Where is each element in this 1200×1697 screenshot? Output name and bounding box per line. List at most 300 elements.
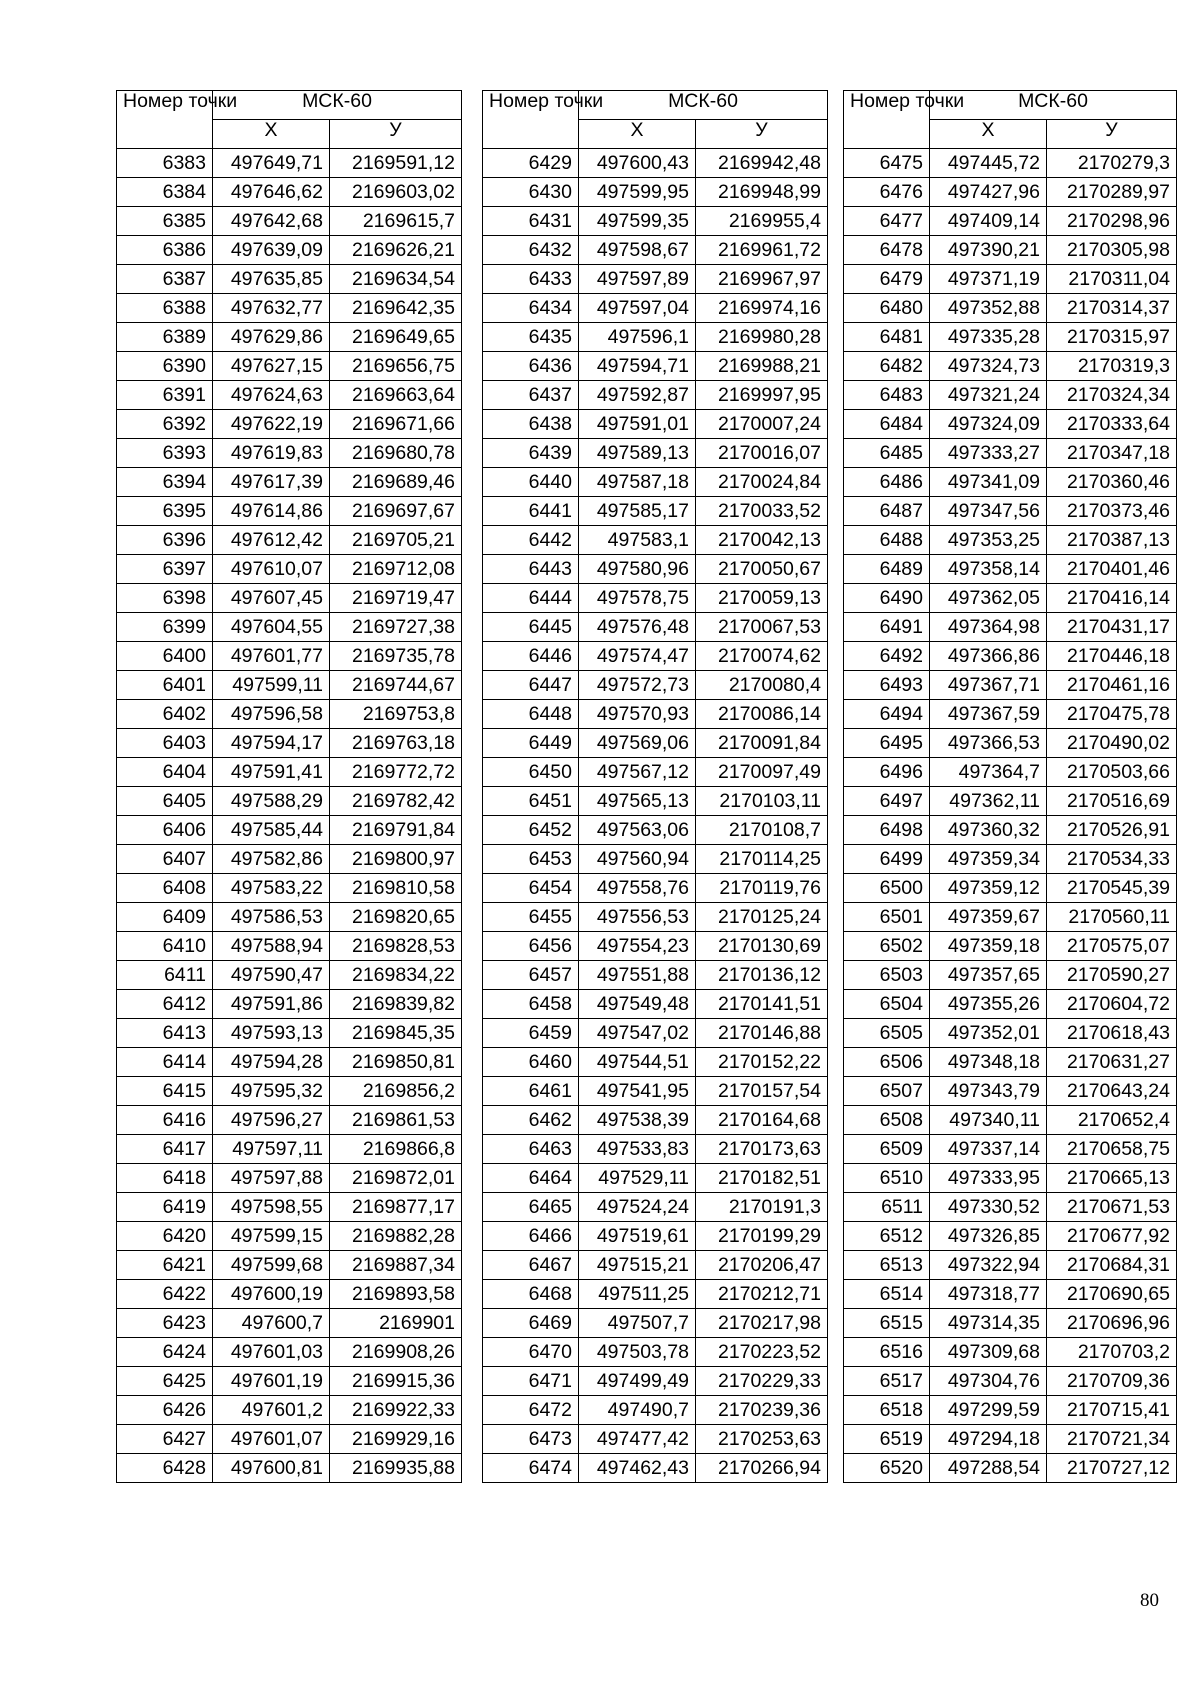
y-coordinate-cell: 2170279,3 [1047, 149, 1177, 178]
y-coordinate-cell: 2170677,92 [1047, 1222, 1177, 1251]
y-coordinate-cell: 2169727,38 [330, 613, 462, 642]
point-number-cell: 6466 [483, 1222, 579, 1251]
point-number-cell: 6509 [844, 1135, 930, 1164]
x-coordinate-cell: 497348,18 [930, 1048, 1047, 1077]
x-coordinate-cell: 497588,29 [213, 787, 330, 816]
y-coordinate-cell: 2170696,96 [1047, 1309, 1177, 1338]
y-coordinate-cell: 2170125,24 [696, 903, 828, 932]
point-number-cell: 6420 [117, 1222, 213, 1251]
y-coordinate-cell: 2170253,63 [696, 1425, 828, 1454]
table-row [117, 178, 462, 207]
table-row [117, 352, 462, 381]
point-number-cell: 6400 [117, 642, 213, 671]
x-coordinate-cell: 497597,11 [213, 1135, 330, 1164]
y-coordinate-cell: 2170347,18 [1047, 439, 1177, 468]
point-number-cell: 6416 [117, 1106, 213, 1135]
y-coordinate-cell: 2170164,68 [696, 1106, 828, 1135]
table-row [483, 381, 828, 410]
point-number-cell: 6447 [483, 671, 579, 700]
table-row [117, 1193, 462, 1222]
table-row [117, 1019, 462, 1048]
x-coordinate-cell: 497318,77 [930, 1280, 1047, 1309]
point-number-cell: 6473 [483, 1425, 579, 1454]
y-coordinate-cell: 2170080,4 [696, 671, 828, 700]
table-row [483, 555, 828, 584]
point-number-cell: 6384 [117, 178, 213, 207]
table-row [117, 990, 462, 1019]
table-row [117, 932, 462, 961]
point-number-cell: 6511 [844, 1193, 930, 1222]
y-coordinate-cell: 2169922,33 [330, 1396, 462, 1425]
x-column-header: Х [579, 120, 696, 149]
y-coordinate-cell: 2170516,69 [1047, 787, 1177, 816]
point-number-cell: 6434 [483, 294, 579, 323]
point-number-cell: 6421 [117, 1251, 213, 1280]
point-number-cell: 6518 [844, 1396, 930, 1425]
x-coordinate-cell: 497538,39 [579, 1106, 696, 1135]
x-coordinate-cell: 497462,43 [579, 1454, 696, 1483]
point-number-cell: 6393 [117, 439, 213, 468]
x-coordinate-cell: 497585,17 [579, 497, 696, 526]
table-row [483, 1193, 828, 1222]
x-coordinate-cell: 497639,09 [213, 236, 330, 265]
x-coordinate-cell: 497333,95 [930, 1164, 1047, 1193]
x-column-header: Х [213, 120, 330, 149]
point-number-cell: 6422 [117, 1280, 213, 1309]
table-row [117, 642, 462, 671]
y-coordinate-cell: 2170671,53 [1047, 1193, 1177, 1222]
y-coordinate-cell: 2170086,14 [696, 700, 828, 729]
x-coordinate-cell: 497624,63 [213, 381, 330, 410]
x-coordinate-cell: 497427,96 [930, 178, 1047, 207]
y-coordinate-cell: 2169800,97 [330, 845, 462, 874]
x-coordinate-cell: 497612,42 [213, 526, 330, 555]
table-row [844, 497, 1177, 526]
y-coordinate-cell: 2170206,47 [696, 1251, 828, 1280]
point-number-cell: 6486 [844, 468, 930, 497]
table-row [844, 410, 1177, 439]
y-coordinate-cell: 2169591,12 [330, 149, 462, 178]
table-row [483, 874, 828, 903]
x-coordinate-cell: 497601,2 [213, 1396, 330, 1425]
x-coordinate-cell: 497445,72 [930, 149, 1047, 178]
x-coordinate-cell: 497585,44 [213, 816, 330, 845]
table-row [844, 903, 1177, 932]
x-coordinate-cell: 497364,7 [930, 758, 1047, 787]
y-coordinate-cell: 2169626,21 [330, 236, 462, 265]
table-row [117, 700, 462, 729]
point-number-cell: 6424 [117, 1338, 213, 1367]
table-row [844, 265, 1177, 294]
x-coordinate-cell: 497556,53 [579, 903, 696, 932]
point-number-cell: 6480 [844, 294, 930, 323]
y-coordinate-cell: 2169689,46 [330, 468, 462, 497]
y-coordinate-cell: 2169893,58 [330, 1280, 462, 1309]
x-coordinate-cell: 497335,28 [930, 323, 1047, 352]
table-row [483, 1077, 828, 1106]
y-coordinate-cell: 2170324,34 [1047, 381, 1177, 410]
point-number-cell: 6431 [483, 207, 579, 236]
point-number-cell: 6472 [483, 1396, 579, 1425]
x-coordinate-cell: 497554,23 [579, 932, 696, 961]
table-row [844, 352, 1177, 381]
y-coordinate-cell: 2169744,67 [330, 671, 462, 700]
point-number-cell: 6406 [117, 816, 213, 845]
point-number-cell: 6417 [117, 1135, 213, 1164]
table-row [483, 1280, 828, 1309]
y-coordinate-cell: 2170416,14 [1047, 584, 1177, 613]
point-number-cell: 6488 [844, 526, 930, 555]
x-coordinate-cell: 497541,95 [579, 1077, 696, 1106]
point-number-cell: 6413 [117, 1019, 213, 1048]
point-number-cell: 6481 [844, 323, 930, 352]
x-coordinate-cell: 497359,12 [930, 874, 1047, 903]
table-row [117, 526, 462, 555]
y-coordinate-cell: 2170182,51 [696, 1164, 828, 1193]
x-coordinate-cell: 497333,27 [930, 439, 1047, 468]
coordinate-table-1 [116, 90, 462, 1483]
x-coordinate-cell: 497598,55 [213, 1193, 330, 1222]
point-number-cell: 6477 [844, 207, 930, 236]
x-coordinate-cell: 497582,86 [213, 845, 330, 874]
y-coordinate-cell: 2169828,53 [330, 932, 462, 961]
y-coordinate-cell: 2169961,72 [696, 236, 828, 265]
x-coordinate-cell: 497366,53 [930, 729, 1047, 758]
table-row [483, 439, 828, 468]
y-coordinate-cell: 2170103,11 [696, 787, 828, 816]
table-row [483, 816, 828, 845]
y-coordinate-cell: 2169887,34 [330, 1251, 462, 1280]
y-coordinate-cell: 2170604,72 [1047, 990, 1177, 1019]
y-coordinate-cell: 2170130,69 [696, 932, 828, 961]
table-row [117, 758, 462, 787]
coordinate-system-header: МСК-60 [579, 91, 828, 120]
y-coordinate-cell: 2169988,21 [696, 352, 828, 381]
point-number-cell: 6441 [483, 497, 579, 526]
x-coordinate-cell: 497600,43 [579, 149, 696, 178]
x-coordinate-cell: 497294,18 [930, 1425, 1047, 1454]
point-number-cell: 6461 [483, 1077, 579, 1106]
point-number-cell: 6495 [844, 729, 930, 758]
x-coordinate-cell: 497600,7 [213, 1309, 330, 1338]
point-number-cell: 6485 [844, 439, 930, 468]
table-row [483, 961, 828, 990]
x-coordinate-cell: 497324,09 [930, 410, 1047, 439]
point-number-cell: 6391 [117, 381, 213, 410]
table-row [844, 787, 1177, 816]
x-coordinate-cell: 497330,52 [930, 1193, 1047, 1222]
x-coordinate-cell: 497529,11 [579, 1164, 696, 1193]
point-number-cell: 6513 [844, 1251, 930, 1280]
y-coordinate-cell: 2169791,84 [330, 816, 462, 845]
y-coordinate-cell: 2169882,28 [330, 1222, 462, 1251]
y-coordinate-cell: 2169980,28 [696, 323, 828, 352]
point-number-cell: 6404 [117, 758, 213, 787]
coordinate-table-3 [843, 90, 1177, 1483]
point-number-cell: 6390 [117, 352, 213, 381]
table-row [117, 439, 462, 468]
table-row [117, 468, 462, 497]
x-coordinate-cell: 497362,11 [930, 787, 1047, 816]
y-coordinate-cell: 2169839,82 [330, 990, 462, 1019]
table-row [483, 178, 828, 207]
x-coordinate-cell: 497569,06 [579, 729, 696, 758]
table-row [117, 1222, 462, 1251]
point-number-cell: 6446 [483, 642, 579, 671]
point-number-cell: 6454 [483, 874, 579, 903]
table-row [117, 555, 462, 584]
table-row [117, 584, 462, 613]
table-row [483, 294, 828, 323]
table-row [844, 1309, 1177, 1338]
point-number-cell: 6415 [117, 1077, 213, 1106]
table-row [117, 787, 462, 816]
y-coordinate-cell: 2170024,84 [696, 468, 828, 497]
table-row [483, 1164, 828, 1193]
x-coordinate-cell: 497601,19 [213, 1367, 330, 1396]
y-coordinate-cell: 2169908,26 [330, 1338, 462, 1367]
x-coordinate-cell: 497591,01 [579, 410, 696, 439]
table-row [844, 555, 1177, 584]
coordinate-table-2 [482, 90, 828, 1483]
table-row [117, 1164, 462, 1193]
point-number-cell: 6419 [117, 1193, 213, 1222]
table-row [844, 1280, 1177, 1309]
table-row [844, 671, 1177, 700]
table-row [483, 1222, 828, 1251]
y-coordinate-cell: 2170631,27 [1047, 1048, 1177, 1077]
point-number-cell: 6423 [117, 1309, 213, 1338]
x-coordinate-cell: 497601,03 [213, 1338, 330, 1367]
table-row [117, 1135, 462, 1164]
x-coordinate-cell: 497343,79 [930, 1077, 1047, 1106]
table-row [483, 1251, 828, 1280]
x-coordinate-cell: 497607,45 [213, 584, 330, 613]
y-column-header: У [696, 120, 828, 149]
x-coordinate-cell: 497544,51 [579, 1048, 696, 1077]
x-coordinate-cell: 497567,12 [579, 758, 696, 787]
table-row [117, 236, 462, 265]
x-coordinate-cell: 497563,06 [579, 816, 696, 845]
y-coordinate-cell: 2169680,78 [330, 439, 462, 468]
x-coordinate-cell: 497578,75 [579, 584, 696, 613]
y-coordinate-cell: 2170387,13 [1047, 526, 1177, 555]
y-coordinate-cell: 2169935,88 [330, 1454, 462, 1483]
y-coordinate-cell: 2170490,02 [1047, 729, 1177, 758]
x-coordinate-cell: 497642,68 [213, 207, 330, 236]
point-number-cell: 6489 [844, 555, 930, 584]
y-coordinate-cell: 2169850,81 [330, 1048, 462, 1077]
point-number-cell: 6383 [117, 149, 213, 178]
table-row [844, 700, 1177, 729]
table-row [117, 1106, 462, 1135]
point-number-cell: 6462 [483, 1106, 579, 1135]
y-coordinate-cell: 2170446,18 [1047, 642, 1177, 671]
x-coordinate-cell: 497593,13 [213, 1019, 330, 1048]
x-coordinate-cell: 497646,62 [213, 178, 330, 207]
point-number-cell: 6496 [844, 758, 930, 787]
x-coordinate-cell: 497570,93 [579, 700, 696, 729]
table-row [844, 207, 1177, 236]
x-coordinate-cell: 497632,77 [213, 294, 330, 323]
x-coordinate-cell: 497627,15 [213, 352, 330, 381]
y-coordinate-cell: 2169877,17 [330, 1193, 462, 1222]
x-coordinate-cell: 497352,88 [930, 294, 1047, 323]
point-number-cell: 6427 [117, 1425, 213, 1454]
table-row [483, 1019, 828, 1048]
table-row [483, 526, 828, 555]
point-number-cell: 6459 [483, 1019, 579, 1048]
y-coordinate-cell: 2170560,11 [1047, 903, 1177, 932]
y-coordinate-cell: 2170223,52 [696, 1338, 828, 1367]
point-number-cell: 6510 [844, 1164, 930, 1193]
y-coordinate-cell: 2170431,17 [1047, 613, 1177, 642]
point-number-cell: 6437 [483, 381, 579, 410]
y-coordinate-cell: 2170173,63 [696, 1135, 828, 1164]
y-coordinate-cell: 2170373,46 [1047, 497, 1177, 526]
y-coordinate-cell: 2170658,75 [1047, 1135, 1177, 1164]
y-coordinate-cell: 2170401,46 [1047, 555, 1177, 584]
table-row [483, 1309, 828, 1338]
point-number-cell: 6443 [483, 555, 579, 584]
table-row [844, 961, 1177, 990]
y-coordinate-cell: 2170091,84 [696, 729, 828, 758]
point-number-cell: 6467 [483, 1251, 579, 1280]
point-number-cell: 6470 [483, 1338, 579, 1367]
table-row [117, 294, 462, 323]
table-row [483, 352, 828, 381]
point-number-cell: 6414 [117, 1048, 213, 1077]
y-coordinate-cell: 2170305,98 [1047, 236, 1177, 265]
y-coordinate-cell: 2170703,2 [1047, 1338, 1177, 1367]
table-row [117, 613, 462, 642]
y-coordinate-cell: 2169845,35 [330, 1019, 462, 1048]
y-coordinate-cell: 2169810,58 [330, 874, 462, 903]
x-coordinate-cell: 497362,05 [930, 584, 1047, 613]
table-row [117, 845, 462, 874]
point-number-cell: 6500 [844, 874, 930, 903]
x-coordinate-cell: 497314,35 [930, 1309, 1047, 1338]
point-number-cell: 6401 [117, 671, 213, 700]
x-coordinate-cell: 497580,96 [579, 555, 696, 584]
point-number-cell: 6482 [844, 352, 930, 381]
x-coordinate-cell: 497558,76 [579, 874, 696, 903]
table-row [483, 1338, 828, 1367]
x-coordinate-cell: 497600,19 [213, 1280, 330, 1309]
point-number-cell: 6439 [483, 439, 579, 468]
point-number-cell: 6430 [483, 178, 579, 207]
x-coordinate-cell: 497366,86 [930, 642, 1047, 671]
y-coordinate-cell: 2170033,52 [696, 497, 828, 526]
x-coordinate-cell: 497598,67 [579, 236, 696, 265]
y-coordinate-cell: 2170141,51 [696, 990, 828, 1019]
point-number-cell: 6438 [483, 410, 579, 439]
table-row [483, 265, 828, 294]
point-number-cell: 6411 [117, 961, 213, 990]
table-row [117, 1309, 462, 1338]
table-row [844, 1222, 1177, 1251]
y-coordinate-cell: 2170199,29 [696, 1222, 828, 1251]
point-number-cell: 6402 [117, 700, 213, 729]
y-coordinate-cell: 2170217,98 [696, 1309, 828, 1338]
table-row [483, 671, 828, 700]
x-coordinate-cell: 497353,25 [930, 526, 1047, 555]
x-coordinate-cell: 497477,42 [579, 1425, 696, 1454]
table-row [117, 149, 462, 178]
table-row [483, 729, 828, 758]
y-coordinate-cell: 2170333,64 [1047, 410, 1177, 439]
y-coordinate-cell: 2169671,66 [330, 410, 462, 439]
table-row [844, 294, 1177, 323]
point-number-cell: 6425 [117, 1367, 213, 1396]
y-coordinate-cell: 2170643,24 [1047, 1077, 1177, 1106]
x-coordinate-cell: 497572,73 [579, 671, 696, 700]
x-coordinate-cell: 497322,94 [930, 1251, 1047, 1280]
x-coordinate-cell: 497610,07 [213, 555, 330, 584]
y-coordinate-cell: 2169763,18 [330, 729, 462, 758]
x-coordinate-cell: 497565,13 [579, 787, 696, 816]
y-coordinate-cell: 2170461,16 [1047, 671, 1177, 700]
point-number-cell: 6418 [117, 1164, 213, 1193]
table-row [483, 497, 828, 526]
y-coordinate-cell: 2170590,27 [1047, 961, 1177, 990]
y-coordinate-cell: 2170239,36 [696, 1396, 828, 1425]
y-coordinate-cell: 2170059,13 [696, 584, 828, 613]
point-number-cell: 6409 [117, 903, 213, 932]
point-number-cell: 6460 [483, 1048, 579, 1077]
x-coordinate-cell: 497533,83 [579, 1135, 696, 1164]
table-row [483, 642, 828, 671]
point-number-cell: 6464 [483, 1164, 579, 1193]
x-coordinate-cell: 497592,87 [579, 381, 696, 410]
table-row [844, 439, 1177, 468]
table-row [844, 1193, 1177, 1222]
point-number-cell: 6469 [483, 1309, 579, 1338]
point-number-cell: 6514 [844, 1280, 930, 1309]
table-row [483, 1425, 828, 1454]
table-row [117, 729, 462, 758]
x-coordinate-cell: 497355,26 [930, 990, 1047, 1019]
x-coordinate-cell: 497551,88 [579, 961, 696, 990]
table-row [117, 323, 462, 352]
point-number-cell: 6395 [117, 497, 213, 526]
x-coordinate-cell: 497524,24 [579, 1193, 696, 1222]
table-row [117, 1048, 462, 1077]
table-row [483, 410, 828, 439]
x-coordinate-cell: 497367,59 [930, 700, 1047, 729]
point-number-cell: 6433 [483, 265, 579, 294]
table-row [117, 1454, 462, 1483]
x-coordinate-cell: 497595,32 [213, 1077, 330, 1106]
y-coordinate-cell: 2169820,65 [330, 903, 462, 932]
x-coordinate-cell: 497594,17 [213, 729, 330, 758]
y-coordinate-cell: 2170097,49 [696, 758, 828, 787]
x-coordinate-cell: 497601,07 [213, 1425, 330, 1454]
table-row [117, 497, 462, 526]
x-coordinate-cell: 497597,88 [213, 1164, 330, 1193]
table-row [117, 1367, 462, 1396]
y-coordinate-cell: 2170298,96 [1047, 207, 1177, 236]
point-number-cell: 6508 [844, 1106, 930, 1135]
table-row [117, 816, 462, 845]
point-number-cell: 6504 [844, 990, 930, 1019]
y-coordinate-cell: 2169948,99 [696, 178, 828, 207]
table-row [483, 584, 828, 613]
y-coordinate-cell: 2170709,36 [1047, 1367, 1177, 1396]
table-row [117, 381, 462, 410]
table-row [483, 1454, 828, 1483]
table-row [483, 932, 828, 961]
